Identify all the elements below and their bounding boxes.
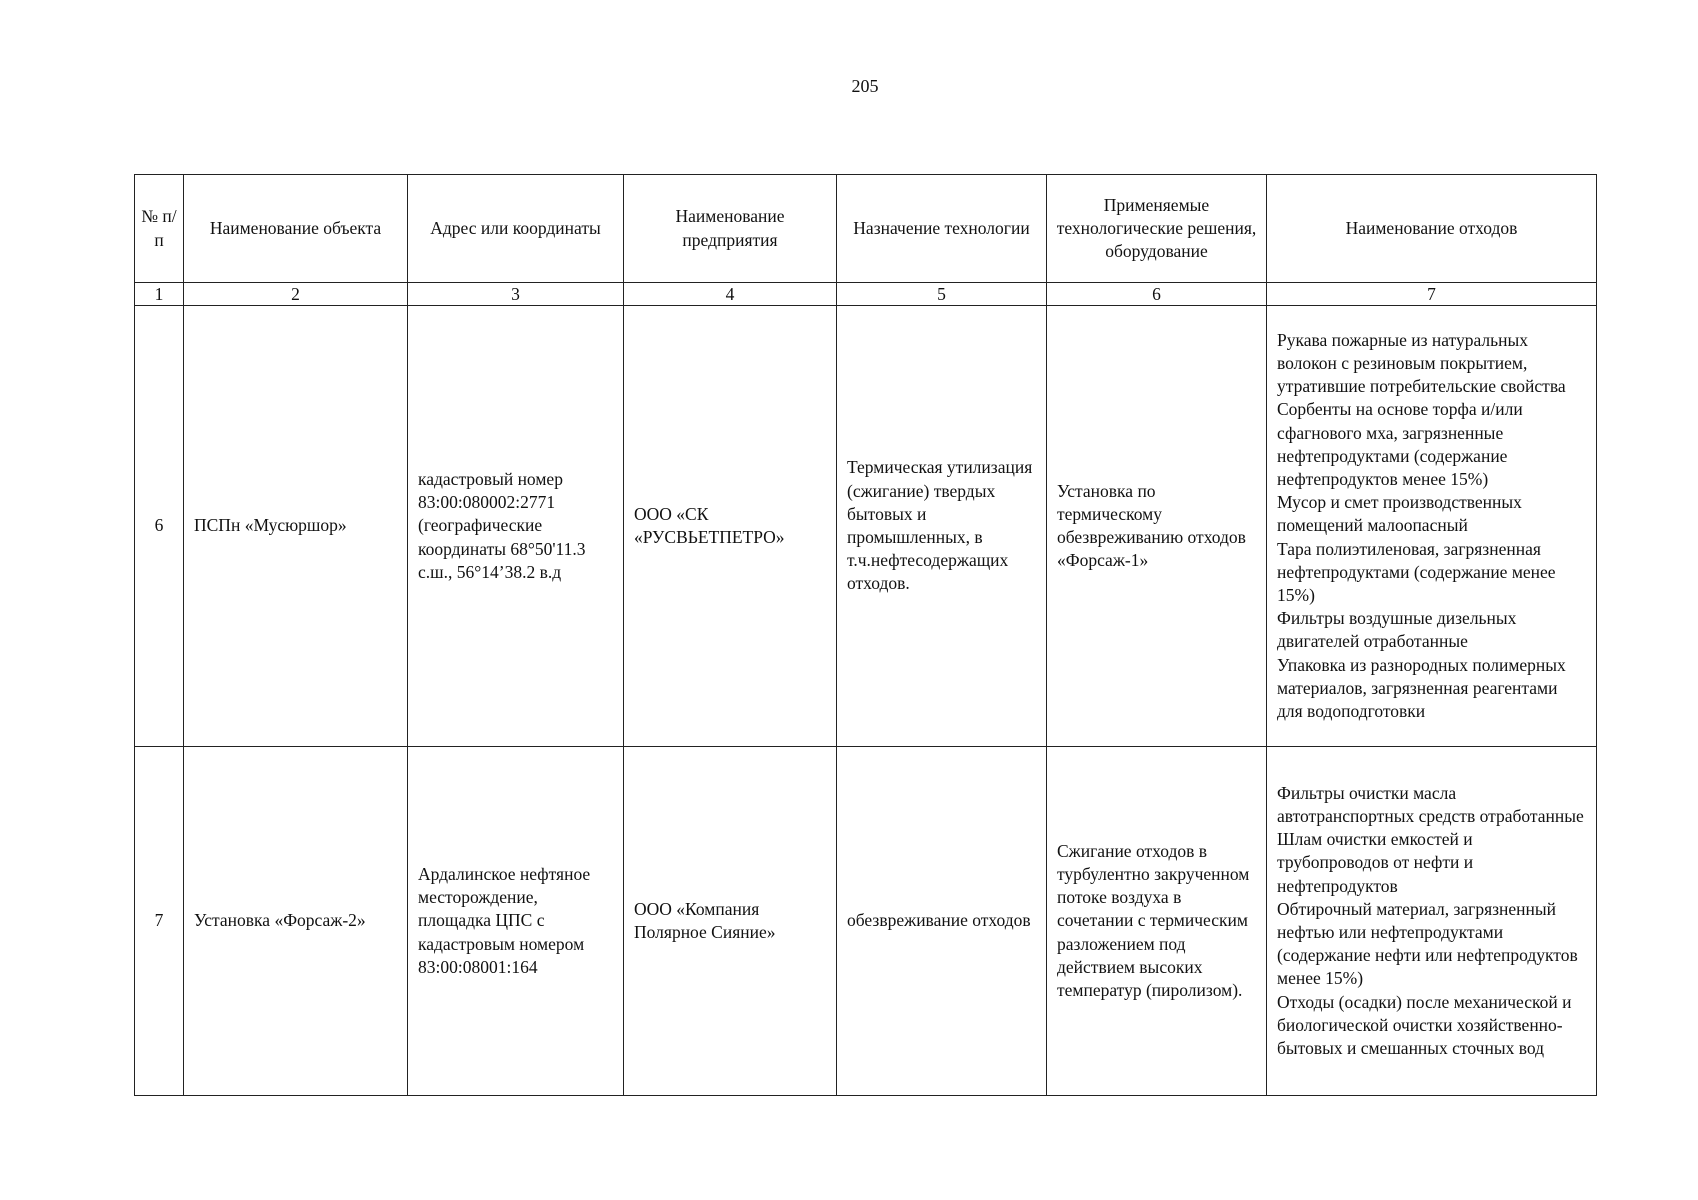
header-enterprise: Наименование предприятия [624,175,837,283]
waste-item: Шлам очистки емкостей и трубопроводов от нефти и нефтепродуктов [1277,829,1474,896]
waste-item: Сорбенты на основе торфа и/или сфагнового мха, загрязненные нефтепродуктами (содержание нефтепродуктов менее 15%) [1277,399,1523,489]
header-purpose: Назначение технологии [837,175,1047,283]
header-equipment: Применяемые технологические решения, оборудование [1047,175,1267,283]
row-number: 7 [135,747,184,1096]
waste-facilities-table [134,174,1597,1096]
object-address: Ардалинское нефтяное месторождение, площадка ЦПС с кадастровым номером 83:00:08001:164 [408,747,624,1096]
header-row [135,175,1597,283]
waste-item: Обтирочный материал, загрязненный нефтью или нефтепродуктами (содержание нефти или нефтепродуктов менее 15%) [1277,898,1578,989]
row-number: 6 [135,306,184,747]
technology-purpose: обезвреживание отходов [837,747,1047,1096]
waste-item: Фильтры воздушные дизельных двигателей отработанные [1277,608,1517,652]
header-address: Адрес или координаты [408,175,624,283]
waste-item: Фильтры очистки масла автотранспортных средств отработанные [1277,782,1584,826]
waste-item: Рукава пожарные из натуральных волокон с резиновым покрытием, утратившие потребительские свойства [1277,329,1566,397]
column-number: 4 [624,283,837,306]
technology-equipment: Установка по термическому обезвреживанию отходов «Форсаж-1» [1047,306,1267,747]
object-name: Установка «Форсаж-2» [184,747,408,1096]
object-address: кадастровый номер 83:00:080002:2771 (географические координаты 68°50'11.3 с.ш., 56°14’38.2 в.д [408,306,624,747]
technology-purpose: Термическая утилизация (сжигание) твердых бытовых и промышленных, в т.ч.нефтесодержащих отходов. [837,306,1047,747]
column-number: 1 [135,283,184,306]
waste-item: Мусор и смет производственных помещений малоопасный [1277,492,1522,536]
enterprise-name: ООО «Компания Полярное Сияние» [624,747,837,1096]
column-number: 5 [837,283,1047,306]
waste-list [1267,747,1597,1096]
page-number: 205 [851,76,879,96]
header-num: № п/п [135,175,184,283]
header-waste: Наименование отходов [1267,175,1597,283]
column-number: 6 [1047,283,1267,306]
column-number: 3 [408,283,624,306]
waste-item: Упаковка из разнородных полимерных материалов, загрязненная реагентами для водоподготовки [1277,654,1566,722]
table-row [135,747,1597,1096]
column-number: 2 [184,283,408,306]
enterprise-name: ООО «СК «РУСВЬЕТПЕТРО» [624,306,837,747]
column-number: 7 [1267,283,1597,306]
waste-item: Отходы (осадки) после механической и биологической очистки хозяйственно-бытовых и смешанных сточных вод [1277,991,1572,1059]
waste-item: Тара полиэтиленовая, загрязненная нефтепродуктами (содержание менее 15%) [1277,538,1556,605]
object-name: ПСПн «Мусюршор» [184,306,408,747]
waste-list [1267,306,1597,747]
table-row [135,306,1597,747]
column-number-row [135,283,1597,306]
header-object: Наименование объекта [184,175,408,283]
technology-equipment: Сжигание отходов в турбулентно закрученном потоке воздуха в сочетании с термическим разложением под действием высоких температур (пиролизом). [1047,747,1267,1096]
